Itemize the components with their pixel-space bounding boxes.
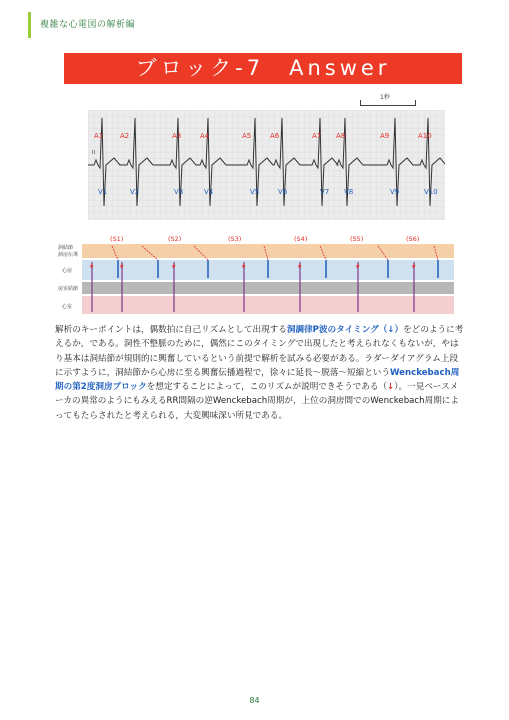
page-title: ブロック-7 Answer [64, 53, 462, 84]
red-arrow: ↓ [387, 382, 395, 393]
a-label: A4 [200, 132, 210, 140]
header-accent-bar [28, 12, 31, 38]
a-label: A5 [242, 132, 252, 140]
sinus-label: (S5) [350, 235, 364, 243]
a-label: A9 [380, 132, 390, 140]
v-label: V2 [130, 188, 140, 196]
scale-label: 1秒 [380, 94, 390, 101]
sinus-label: (S1) [110, 235, 124, 243]
highlight-wenckebach: Wenckebach周期の第2度洞房ブロック [55, 367, 460, 393]
a-label: A8 [336, 132, 346, 140]
star-mark: ★ [411, 263, 417, 270]
sinus-label: (S4) [294, 235, 308, 243]
v-label: V6 [278, 188, 288, 196]
v-label: V1 [98, 188, 108, 196]
star-mark: ★ [89, 263, 95, 270]
a-label: A7 [312, 132, 322, 140]
section-header: 複雑な心電図の解析編 [40, 20, 136, 30]
star-mark: ★ [171, 263, 177, 270]
sinus-label: (S3) [228, 235, 242, 243]
row-label-ventricle: 心室 [62, 304, 73, 310]
a-label: A10 [418, 132, 432, 140]
star-mark: ★ [119, 263, 125, 270]
star-mark: ★ [241, 263, 247, 270]
v-label: V7 [320, 188, 330, 196]
a-label: A3 [172, 132, 182, 140]
lead-mark: II [92, 150, 95, 156]
star-mark: ★ [297, 263, 303, 270]
a-label: A1 [94, 132, 104, 140]
a-label: A2 [120, 132, 130, 140]
v-label: V9 [390, 188, 400, 196]
ecg-strip [88, 110, 445, 220]
highlight-sinus-timing: 洞調律P波のタイミング（↓） [286, 325, 404, 335]
v-label: V5 [250, 188, 260, 196]
row-label-av: 房室結節 [58, 286, 79, 292]
explanation-text: 解析のキーポイントは，偶数拍に自己リズムとして出現する洞調律P波のタイミング（↓）をどのように考えるか，である。洞性不整脈のために，偶然にこのタイミングで出現したと考えられなくもないが，やはり基本は洞結節が規則的に興奮しているという前提で解析を試みる必要がある。ラダーダイアグラム上段に示すように，洞結節から心房に至る興奮伝播過程で，徐々に延長～脱落～短縮というWenckebach周期の第2度洞房ブロックを想定することによって，このリズムが説明できそうである（↓）。一見ペースメーカの異常のようにもみえるRR間隔の逆Wenckebach周期が，上位の洞房間でのWenckebach周期によってもたらされたと考えられる，大変興味深い所見である。 [55, 325, 464, 421]
page-number: 84 [249, 696, 260, 705]
v-label: V3 [174, 188, 184, 196]
sinus-label: (S2) [168, 235, 182, 243]
v-label: V8 [344, 188, 354, 196]
v-label: V10 [424, 188, 438, 196]
v-label: V4 [204, 188, 214, 196]
scale-bar [360, 100, 416, 106]
row-label-sa: 洞結節 [58, 245, 74, 251]
row-label-sa-conduction: 洞房伝導 [58, 252, 79, 258]
ladder-diagram [58, 232, 454, 320]
sinus-label-group [110, 235, 419, 243]
sinus-label: (S6) [406, 235, 420, 243]
row-label-atrium: 心房 [62, 268, 73, 274]
a-label: A6 [270, 132, 280, 140]
star-mark: ★ [355, 263, 361, 270]
